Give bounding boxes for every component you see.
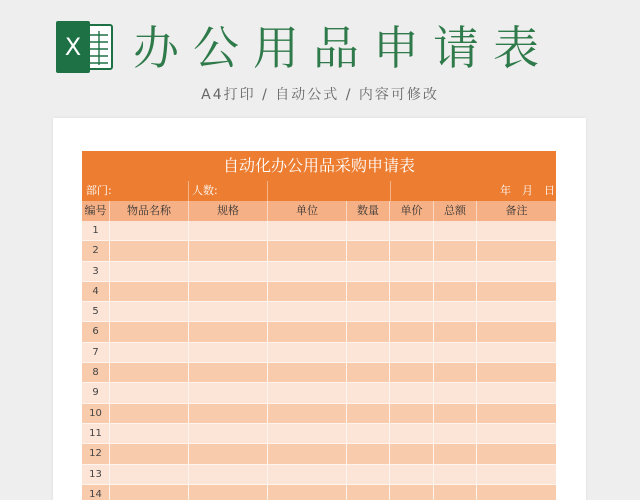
table-cell[interactable] <box>268 343 347 363</box>
table-row <box>82 424 556 444</box>
table-cell[interactable] <box>347 221 390 241</box>
table-cell[interactable] <box>477 444 556 464</box>
table-cell[interactable] <box>268 221 347 241</box>
table-row <box>82 404 556 424</box>
table-cell[interactable] <box>189 383 268 403</box>
table-cell[interactable] <box>347 363 390 383</box>
column-header: 总额 <box>434 201 477 221</box>
table-row <box>82 465 556 485</box>
table-cell[interactable] <box>189 241 268 261</box>
table-cell[interactable] <box>110 241 189 261</box>
table-cell[interactable] <box>268 241 347 261</box>
table-row <box>82 262 556 282</box>
department-label: 部门: <box>86 184 112 197</box>
table-cell[interactable] <box>347 241 390 261</box>
table-cell[interactable] <box>434 343 477 363</box>
table-cell[interactable] <box>110 282 189 302</box>
table-cell[interactable] <box>477 363 556 383</box>
table-cell[interactable] <box>347 485 390 500</box>
table-cell[interactable] <box>110 343 189 363</box>
table-cell[interactable] <box>477 424 556 444</box>
table-cell[interactable] <box>434 262 477 282</box>
table-row <box>82 302 556 322</box>
table-cell[interactable] <box>347 404 390 424</box>
table-cell[interactable] <box>347 343 390 363</box>
table-cell[interactable] <box>390 221 434 241</box>
table-cell[interactable] <box>110 404 189 424</box>
row-number-cell: 13 <box>82 465 110 485</box>
table-cell[interactable] <box>268 485 347 500</box>
table-cell[interactable] <box>390 424 434 444</box>
table-cell[interactable] <box>390 343 434 363</box>
column-header: 编号 <box>82 201 110 221</box>
table-body <box>82 221 556 500</box>
table-cell[interactable] <box>477 262 556 282</box>
row-number-cell: 12 <box>82 444 110 464</box>
table-cell[interactable] <box>268 424 347 444</box>
table-cell[interactable] <box>434 485 477 500</box>
table-cell[interactable] <box>434 302 477 322</box>
table-cell[interactable] <box>390 465 434 485</box>
table-cell[interactable] <box>110 424 189 444</box>
column-header-row <box>82 201 556 221</box>
svg-text:X: X <box>64 33 82 61</box>
table-cell[interactable] <box>434 465 477 485</box>
column-header: 单价 <box>390 201 434 221</box>
table-cell[interactable] <box>434 404 477 424</box>
table-cell[interactable] <box>189 282 268 302</box>
table-cell[interactable] <box>110 221 189 241</box>
table-cell[interactable] <box>347 383 390 403</box>
row-number-cell: 3 <box>82 262 110 282</box>
table-cell[interactable] <box>268 383 347 403</box>
row-number-cell: 10 <box>82 404 110 424</box>
table-cell[interactable] <box>434 383 477 403</box>
row-number-cell: 8 <box>82 363 110 383</box>
table-cell[interactable] <box>189 343 268 363</box>
table-cell[interactable] <box>268 282 347 302</box>
table-cell[interactable] <box>268 322 347 342</box>
table-cell[interactable] <box>110 363 189 383</box>
table-cell[interactable] <box>268 444 347 464</box>
table-row <box>82 221 556 241</box>
table-cell[interactable] <box>110 322 189 342</box>
table-cell[interactable] <box>434 424 477 444</box>
table-cell[interactable] <box>434 241 477 261</box>
table-cell[interactable] <box>390 322 434 342</box>
page-header <box>0 0 640 110</box>
table-cell[interactable] <box>189 262 268 282</box>
row-number-cell: 9 <box>82 383 110 403</box>
excel-icon <box>52 19 116 75</box>
row-number-cell: 6 <box>82 322 110 342</box>
column-header: 数量 <box>347 201 390 221</box>
row-number-cell: 1 <box>82 221 110 241</box>
table-cell[interactable] <box>477 302 556 322</box>
row-number-cell: 4 <box>82 282 110 302</box>
table-cell[interactable] <box>434 282 477 302</box>
table-cell[interactable] <box>347 302 390 322</box>
table-cell[interactable] <box>347 424 390 444</box>
date-label: 年 月 日 <box>500 184 555 197</box>
table-cell[interactable] <box>110 262 189 282</box>
table-cell[interactable] <box>110 444 189 464</box>
table-row <box>82 383 556 403</box>
column-header: 备注 <box>505 204 528 217</box>
table-cell[interactable] <box>434 363 477 383</box>
table-cell[interactable] <box>390 302 434 322</box>
row-number-cell: 5 <box>82 302 110 322</box>
table-cell[interactable] <box>189 424 268 444</box>
table-cell[interactable] <box>477 485 556 500</box>
table-cell[interactable] <box>189 465 268 485</box>
table-cell[interactable] <box>268 404 347 424</box>
table-cell[interactable] <box>390 444 434 464</box>
table-cell[interactable] <box>390 262 434 282</box>
table-cell[interactable] <box>347 262 390 282</box>
table-cell[interactable] <box>189 444 268 464</box>
table-cell[interactable] <box>189 322 268 342</box>
table-cell[interactable] <box>390 282 434 302</box>
table-cell[interactable] <box>347 465 390 485</box>
table-cell[interactable] <box>477 241 556 261</box>
table-cell[interactable] <box>189 302 268 322</box>
spreadsheet-preview <box>53 118 586 500</box>
table-cell[interactable] <box>347 444 390 464</box>
table-row <box>82 322 556 342</box>
table-row <box>82 282 556 302</box>
column-header: 单位 <box>268 201 347 221</box>
form-info-row <box>82 181 556 201</box>
table-cell[interactable] <box>347 282 390 302</box>
table-cell[interactable] <box>477 221 556 241</box>
table-cell[interactable] <box>268 262 347 282</box>
table-cell[interactable] <box>434 444 477 464</box>
table-cell[interactable] <box>268 465 347 485</box>
table-row <box>82 363 556 383</box>
table-cell[interactable] <box>477 322 556 342</box>
column-header: 物品名称 <box>110 201 189 221</box>
row-number-cell: 7 <box>82 343 110 363</box>
table-cell[interactable] <box>189 221 268 241</box>
row-number-cell: 2 <box>82 241 110 261</box>
table-row <box>82 485 556 500</box>
people-label: 人数: <box>192 184 218 197</box>
table-cell[interactable] <box>477 383 556 403</box>
table-cell[interactable] <box>110 465 189 485</box>
table-cell[interactable] <box>268 363 347 383</box>
page-title: 办公用品申请表 <box>133 21 553 75</box>
table-cell[interactable] <box>390 363 434 383</box>
table-cell[interactable] <box>268 302 347 322</box>
table-cell[interactable] <box>110 383 189 403</box>
table-cell[interactable] <box>189 485 268 500</box>
table-row <box>82 241 556 261</box>
table-cell[interactable] <box>189 404 268 424</box>
table-cell[interactable] <box>477 343 556 363</box>
table-cell[interactable] <box>390 383 434 403</box>
table-cell[interactable] <box>434 221 477 241</box>
row-number-cell: 14 <box>82 485 110 500</box>
table-cell[interactable] <box>110 302 189 322</box>
form-title: 自动化办公用品采购申请表 <box>82 151 556 181</box>
column-header: 规格 <box>189 201 268 221</box>
table-cell[interactable] <box>390 485 434 500</box>
table-cell[interactable] <box>434 322 477 342</box>
page-subtitle: A4打印 / 自动公式 / 内容可修改 <box>201 87 439 103</box>
table-cell[interactable] <box>110 485 189 500</box>
table-row <box>82 444 556 464</box>
table-cell[interactable] <box>347 322 390 342</box>
row-number-cell: 11 <box>82 424 110 444</box>
table-cell[interactable] <box>390 241 434 261</box>
table-cell[interactable] <box>477 282 556 302</box>
table-cell[interactable] <box>189 363 268 383</box>
table-row <box>82 343 556 363</box>
table-cell[interactable] <box>477 465 556 485</box>
table-cell[interactable] <box>477 404 556 424</box>
table-cell[interactable] <box>390 404 434 424</box>
